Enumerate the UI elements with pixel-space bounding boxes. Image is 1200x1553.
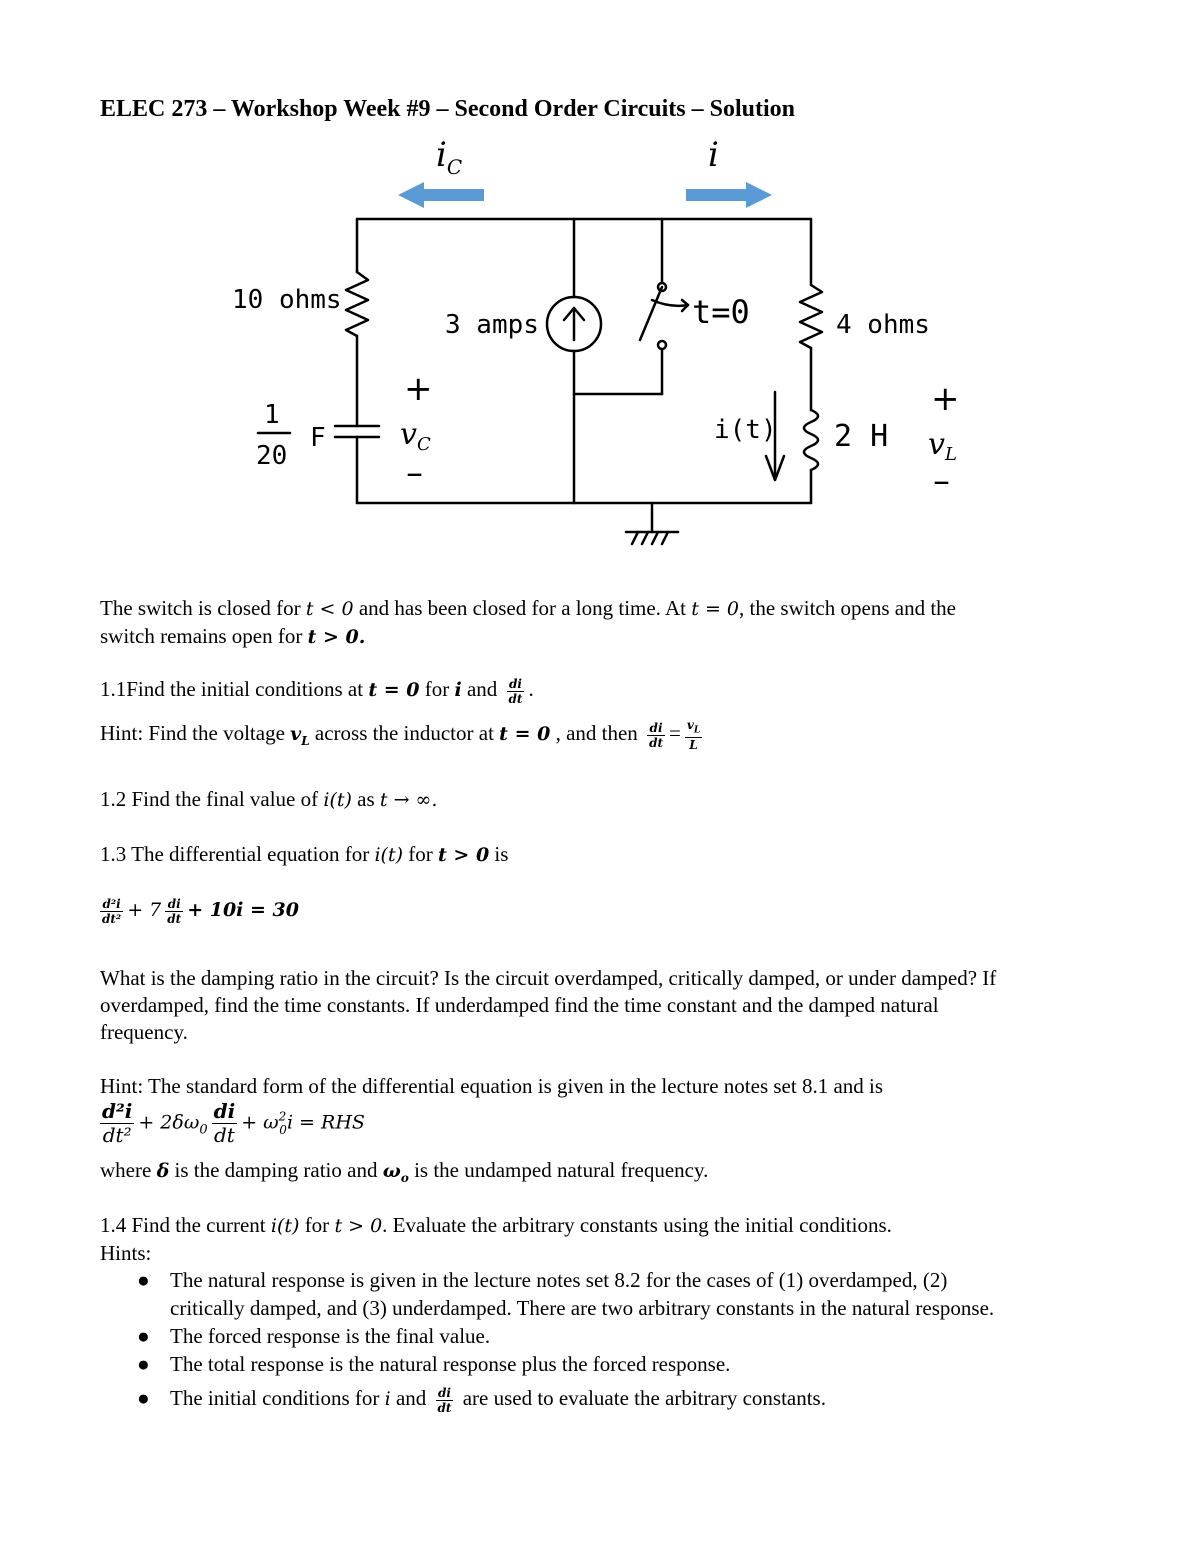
i-arrow-icon <box>686 182 772 208</box>
svg-text:vC <box>400 417 431 455</box>
list-item: ● The initial conditions for i and $\frac{di}{dt}$ are used to evaluate the arbitrary constants. <box>137 1385 826 1415</box>
capacitor-unit: F <box>310 423 326 453</box>
hints-list <box>100 1266 1110 1415</box>
svg-text:vL <box>928 427 957 465</box>
capacitor-denominator: 20 <box>256 441 288 471</box>
question-1-2: 1.2 Find the final value of i(t) as t → ∞. <box>100 787 438 811</box>
list-item: ● The total response is the natural response plus the forced response. <box>137 1352 731 1376</box>
ic-label: i <box>436 135 447 175</box>
source-label: 3 amps <box>445 310 539 340</box>
vc-plus: + <box>404 369 433 409</box>
resistor2-label: 4 ohms <box>836 310 930 340</box>
vc-minus: – <box>406 453 423 493</box>
current-label: i(t) <box>714 415 777 445</box>
vc-label-sub: C <box>416 434 431 455</box>
vc-label: v <box>400 417 417 452</box>
vl-label-sub: L <box>944 444 957 465</box>
intro-paragraph: The switch is closed for t < 0 and has been closed for a long time. At t = 0, the switch opens and the switch remains open for t > 0. <box>100 596 956 648</box>
vl-label: v <box>928 427 945 462</box>
inductor-label: 2 H <box>834 419 889 454</box>
capacitor-numerator: 1 <box>264 400 280 430</box>
question-1-1: 1.1Find the initial conditions at t = 0 for i and $\frac{di}{dt}$ . <box>100 676 534 706</box>
document-title: ELEC 273 – Workshop Week #9 – Second Order Circuits – Solution <box>100 96 796 122</box>
svg-text:iC <box>436 135 462 179</box>
ic-arrow-icon <box>398 182 484 208</box>
hint-1-3: Hint: The standard form of the differential equation is given in the lecture notes set 8.1 and is <box>100 1074 884 1098</box>
circuit-diagram <box>200 130 1000 560</box>
i-label: i <box>708 135 719 175</box>
ic-label-sub: C <box>446 155 463 179</box>
hint-1-1: Hint: Find the voltage $v_L$ across the inductor at t = 0 , and then $\frac{di}{dt}$ = $\frac{v_L}{L}$ <box>100 718 701 753</box>
resistor1-label: 10 ohms <box>232 285 342 315</box>
standard-form-equation: $\frac{\text{d²i}}{\text{dt²}}$ + $2\delta\omega_0$ $\frac{di}{dt}$ + $\omega^2_0i$ = RHS <box>102 1099 365 1147</box>
list-item: ● The natural response is given in the lecture notes set 8.2 for the cases of (1) overdamped, (2) critically damped, and (3) underdamped. There are two arbitrary constants in the natural response. <box>137 1268 995 1320</box>
switch-label: t=0 <box>692 293 750 331</box>
vl-plus: + <box>931 379 960 419</box>
question-1-4: 1.4 Find the current i(t) for t > 0. Evaluate the arbitrary constants using the initial conditions. Hints: <box>100 1213 892 1265</box>
list-item: ● The forced response is the final value. <box>137 1324 491 1348</box>
di-dt-fraction: $\frac{di}{dt}$ <box>508 676 523 706</box>
differential-equation: $\frac{\text{d²i}}{\text{dt²}}$ + 7 $\frac{di}{dt}$ + 10i = 30 <box>102 896 299 926</box>
hint-1-3-where: where δ is the damping ratio and $\omega_o$ is the undamped natural frequency. <box>100 1158 709 1186</box>
vl-minus: – <box>933 461 950 501</box>
question-1-3-text: What is the damping ratio in the circuit? Is the circuit overdamped, critically damped, or under damped? If overdamped, find the time constants. If underdamped find the time constant and the damped natural frequency. <box>100 966 997 1044</box>
question-1-3: 1.3 The differential equation for i(t) for t > 0 is <box>100 842 509 866</box>
